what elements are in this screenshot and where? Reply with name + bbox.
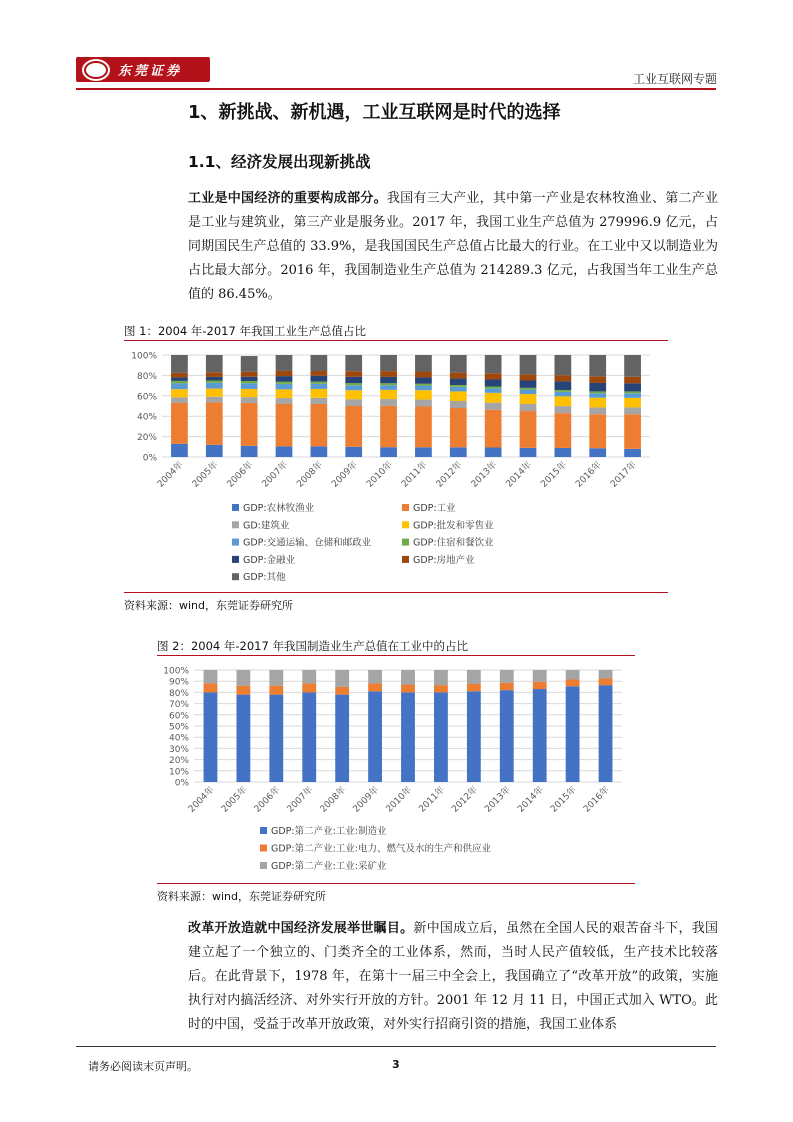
x-tick-label: 2013年: [469, 460, 500, 490]
x-tick-label: 2009年: [351, 785, 382, 815]
bar-segment: [624, 449, 641, 457]
bar-segment: [380, 383, 397, 385]
legend-swatch: [232, 556, 239, 563]
bar-segment: [520, 404, 537, 411]
bar-segment: [206, 355, 223, 372]
bar-segment: [276, 384, 293, 390]
x-tick-label: 2009年: [330, 460, 360, 490]
bar-segment: [554, 448, 571, 457]
figure-2-title: 图 2：2004 年-2017 年我国制造业生产总值在工业中的占比: [157, 639, 468, 653]
legend-swatch: [232, 521, 239, 528]
x-tick-label: 2015年: [539, 460, 569, 490]
y-tick-label: 0%: [174, 778, 189, 789]
y-tick-label: 80%: [168, 688, 189, 699]
bar-segment: [241, 372, 258, 377]
legend-swatch: [260, 862, 267, 869]
figure-1-bottom-rule: [124, 592, 668, 593]
bar-segment: [434, 692, 448, 782]
bar-segment: [380, 447, 397, 457]
bar-segment: [520, 394, 537, 404]
bar-segment: [520, 448, 537, 457]
bar-segment: [204, 692, 218, 782]
bar-segment: [589, 393, 606, 397]
bar-segment: [310, 404, 327, 446]
bar-segment: [345, 385, 362, 390]
bar-segment: [450, 379, 467, 385]
bar-segment: [485, 387, 502, 389]
bar-segment: [624, 383, 641, 391]
y-tick-label: 20%: [168, 756, 189, 767]
bar-segment: [624, 391, 641, 393]
bar-segment: [415, 372, 432, 378]
bar-segment: [241, 403, 258, 446]
bar-segment: [368, 691, 382, 782]
bar-segment: [415, 355, 432, 372]
logo-text: 东莞证券: [118, 64, 183, 79]
bar-segment: [415, 390, 432, 399]
bar-segment: [171, 373, 188, 378]
legend-label: GDP:其他: [243, 572, 286, 584]
x-tick-label: 2014年: [504, 460, 535, 490]
legend-label: GDP:工业: [413, 503, 456, 514]
bar-segment: [276, 389, 293, 398]
legend-label: GDP:金融业: [243, 554, 296, 566]
bar-segment: [533, 670, 547, 682]
legend-swatch: [232, 504, 239, 511]
legend-swatch: [260, 845, 267, 852]
bar-segment: [310, 398, 327, 404]
bar-segment: [206, 381, 223, 383]
bar-segment: [380, 377, 397, 383]
x-tick-label: 2007年: [285, 785, 316, 815]
bar-segment: [450, 385, 467, 387]
bar-segment: [269, 670, 283, 686]
bar-segment: [345, 390, 362, 399]
bar-segment: [599, 670, 613, 678]
bar-segment: [401, 670, 415, 685]
bar-segment: [467, 684, 481, 691]
bar-segment: [500, 670, 514, 683]
bar-segment: [554, 392, 571, 396]
bar-segment: [485, 410, 502, 448]
figure-1-source: 资料来源：wind，东莞证券研究所: [124, 599, 294, 612]
bar-segment: [415, 386, 432, 391]
bar-segment: [302, 683, 316, 692]
x-tick-label: 2010年: [365, 460, 395, 490]
legend-label: GDP:第二产业:工业:制造业: [271, 826, 387, 837]
bar-segment: [380, 371, 397, 377]
paragraph-body: 新中国成立后，虽然在全国人民的艰苦奋斗下，我国建立起了一个独立的、门类齐全的工业体系，然而，当时人民产值较低，生产技术比较落后。在此背景下，1978 年，在第十一届三中全会上，我国确立了“改革开放”的政策，实施执行对内搞活经济、对外实行开放的方针。2001 年 12 月 11 日，中国正式加入 WTO。此时的中国，受益于改革开放政策，对外实行招商引资的措施，我国工业体系: [188, 921, 718, 1032]
legend-swatch: [260, 827, 267, 834]
bar-segment: [401, 692, 415, 782]
y-tick-label: 60%: [136, 392, 157, 403]
bar-segment: [236, 695, 250, 782]
bar-segment: [345, 377, 362, 383]
y-tick-label: 40%: [168, 733, 189, 744]
bar-segment: [310, 382, 327, 384]
bar-segment: [485, 388, 502, 392]
x-tick-label: 2011年: [417, 785, 448, 815]
bar-segment: [566, 680, 580, 687]
bar-segment: [171, 397, 188, 403]
bar-segment: [302, 670, 316, 683]
bar-segment: [485, 393, 502, 403]
bar-segment: [276, 376, 293, 382]
bar-segment: [566, 670, 580, 680]
x-tick-label: 2013年: [483, 785, 513, 815]
logo-emblem-icon: [84, 61, 108, 79]
bar-segment: [206, 397, 223, 403]
bar-segment: [276, 404, 293, 446]
x-tick-label: 2011年: [399, 460, 430, 490]
bar-segment: [554, 406, 571, 413]
bar-segment: [206, 389, 223, 397]
bar-segment: [335, 687, 349, 695]
bar-segment: [434, 670, 448, 685]
bar-segment: [450, 408, 467, 447]
bar-segment: [401, 685, 415, 693]
header-divider: [76, 88, 716, 90]
legend-label: GDP:农林牧渔业: [243, 503, 315, 514]
bar-segment: [345, 447, 362, 457]
bar-segment: [204, 683, 218, 692]
bar-segment: [415, 384, 432, 386]
x-tick-label: 2016年: [574, 460, 604, 490]
bar-segment: [520, 374, 537, 380]
bar-segment: [276, 382, 293, 384]
x-tick-label: 2016年: [582, 785, 612, 815]
y-tick-label: 0%: [142, 453, 157, 464]
bar-segment: [599, 678, 613, 685]
bar-segment: [236, 670, 250, 686]
bar-segment: [171, 381, 188, 383]
bar-segment: [589, 383, 606, 391]
x-tick-label: 2005年: [190, 460, 221, 490]
legend-label: GDP:第二产业:工业:采矿业: [271, 861, 387, 872]
bar-segment: [520, 381, 537, 388]
page-number: 3: [392, 1058, 400, 1071]
bar-segment: [467, 670, 481, 684]
bar-segment: [206, 372, 223, 377]
y-tick-label: 80%: [136, 371, 157, 382]
x-tick-label: 2006年: [225, 460, 256, 490]
bar-segment: [171, 389, 188, 397]
bar-segment: [599, 685, 613, 782]
bar-segment: [206, 402, 223, 444]
footer-divider: [76, 1046, 716, 1047]
bar-segment: [624, 377, 641, 384]
bar-segment: [450, 447, 467, 457]
legend-label: GDP:房地产业: [413, 554, 475, 566]
x-tick-label: 2004年: [186, 785, 217, 815]
bar-segment: [554, 413, 571, 448]
bar-segment: [485, 379, 502, 386]
bar-segment: [276, 446, 293, 457]
bar-segment: [450, 373, 467, 379]
bar-segment: [380, 406, 397, 447]
y-tick-label: 40%: [136, 412, 157, 423]
bar-segment: [485, 403, 502, 410]
bar-segment: [310, 389, 327, 398]
figure-1-title: 图 1：2004 年-2017 年我国工业生产总值占比: [124, 324, 366, 338]
y-tick-label: 60%: [168, 711, 189, 722]
paragraph-lead: 改革开放造就中国经济发展举世瞩目。: [188, 921, 414, 936]
paragraph-body: 我国有三大产业，其中第一产业是农林牧渔业、第二产业是工业与建筑业，第三产业是服务业。2017 年，我国工业生产总值为 279996.9 亿元，占同期国民生产总值的 33.9%，是我国国民生产总值占比最大的行业。在工业中又以制造业为占比最大部分。2016 年，我国制造业生产总值为 214289.3 亿元，占我国当年工业生产总值的 86.45%。: [188, 191, 718, 302]
x-tick-label: 2004年: [155, 460, 186, 490]
bar-segment: [171, 355, 188, 373]
section-heading-1-1: 1.1、经济发展出现新挑战: [188, 153, 371, 171]
figure-1-top-rule: [124, 340, 668, 341]
bar-segment: [554, 375, 571, 381]
bar-segment: [554, 396, 571, 406]
bar-segment: [624, 355, 641, 377]
bar-segment: [276, 355, 293, 371]
bar-segment: [566, 686, 580, 782]
bar-segment: [485, 448, 502, 457]
bar-segment: [589, 407, 606, 414]
bar-segment: [467, 691, 481, 782]
bar-segment: [171, 444, 188, 457]
x-tick-label: 2006年: [252, 785, 283, 815]
bar-segment: [368, 670, 382, 683]
bar-segment: [302, 692, 316, 782]
bar-segment: [589, 448, 606, 457]
x-tick-label: 2007年: [260, 460, 291, 490]
bar-segment: [415, 407, 432, 448]
bar-segment: [520, 388, 537, 390]
legend-swatch: [402, 504, 409, 511]
paragraph-reform: [188, 917, 718, 1037]
bar-segment: [380, 385, 397, 390]
bar-segment: [520, 390, 537, 394]
bar-segment: [415, 400, 432, 407]
legend-label: GDP:交通运输、仓储和邮政业: [243, 537, 372, 549]
bar-segment: [241, 377, 258, 381]
bar-segment: [171, 383, 188, 389]
bar-segment: [241, 381, 258, 383]
bar-segment: [450, 391, 467, 401]
x-tick-label: 2012年: [450, 785, 480, 815]
bar-segment: [554, 381, 571, 390]
bar-segment: [415, 377, 432, 383]
footer-disclaimer: 请务必阅读末页声明。: [88, 1060, 198, 1073]
bar-segment: [624, 393, 641, 398]
figure-1-chart: [120, 343, 680, 589]
bar-segment: [241, 383, 258, 389]
bar-segment: [310, 376, 327, 382]
bar-segment: [276, 398, 293, 404]
bar-segment: [500, 683, 514, 690]
bar-segment: [335, 695, 349, 782]
bar-segment: [589, 398, 606, 408]
bar-segment: [206, 445, 223, 457]
bar-segment: [171, 403, 188, 444]
bar-segment: [450, 355, 467, 373]
y-tick-label: 20%: [136, 433, 157, 444]
x-tick-label: 2012年: [434, 460, 465, 490]
bar-segment: [450, 401, 467, 408]
bar-segment: [241, 356, 258, 372]
y-tick-label: 90%: [168, 677, 189, 688]
bar-segment: [335, 670, 349, 687]
bar-segment: [171, 377, 188, 380]
paragraph-lead: 工业是中国经济的重要构成部分。: [188, 191, 387, 206]
y-tick-label: 10%: [168, 767, 189, 778]
bar-segment: [533, 689, 547, 782]
bar-segment: [276, 371, 293, 376]
x-tick-label: 2017年: [609, 460, 639, 490]
bar-segment: [589, 376, 606, 383]
y-tick-label: 70%: [168, 700, 189, 711]
bar-segment: [310, 371, 327, 376]
report-topic: 工业互联网专题: [632, 72, 717, 86]
bar-segment: [269, 695, 283, 782]
bar-segment: [269, 686, 283, 695]
section-heading-1: 1、新挑战、新机遇，工业互联网是时代的选择: [188, 102, 561, 123]
bar-segment: [450, 387, 467, 392]
bar-segment: [380, 399, 397, 406]
bar-segment: [380, 390, 397, 399]
bar-segment: [241, 389, 258, 397]
bar-segment: [589, 355, 606, 376]
bar-segment: [485, 373, 502, 379]
bar-segment: [345, 371, 362, 377]
bar-segment: [345, 355, 362, 371]
bar-segment: [589, 391, 606, 393]
bar-segment: [415, 447, 432, 457]
bar-segment: [236, 686, 250, 695]
bar-segment: [368, 683, 382, 691]
legend-swatch: [402, 521, 409, 528]
bar-segment: [310, 446, 327, 457]
legend-swatch: [402, 539, 409, 546]
x-tick-label: 2015年: [549, 785, 579, 815]
bar-segment: [434, 685, 448, 692]
figure-2-top-rule: [157, 655, 635, 656]
legend-label: GD:建筑业: [243, 520, 290, 532]
bar-segment: [520, 355, 537, 374]
y-tick-label: 30%: [168, 744, 189, 755]
bar-segment: [624, 398, 641, 408]
legend-label: GDP:住宿和餐饮业: [413, 537, 494, 549]
bar-segment: [345, 383, 362, 385]
bar-segment: [241, 397, 258, 403]
figure-2-source: 资料来源：wind，东莞证券研究所: [157, 890, 327, 903]
x-tick-label: 2008年: [318, 785, 349, 815]
bar-segment: [485, 355, 502, 373]
bar-segment: [380, 355, 397, 371]
bar-segment: [554, 390, 571, 392]
x-tick-label: 2014年: [516, 785, 546, 815]
x-tick-label: 2010年: [384, 785, 415, 815]
bar-segment: [589, 414, 606, 448]
x-tick-label: 2008年: [295, 460, 325, 490]
bar-segment: [204, 670, 218, 683]
y-tick-label: 100%: [163, 666, 189, 677]
y-tick-label: 50%: [168, 722, 189, 733]
y-tick-label: 100%: [131, 351, 157, 362]
bar-segment: [500, 690, 514, 782]
legend-label: GDP:第二产业:工业:电力、燃气及水的生产和供应业: [271, 843, 492, 855]
figure-2-chart: [150, 658, 640, 880]
bar-segment: [554, 355, 571, 375]
bar-segment: [624, 407, 641, 414]
legend-swatch: [232, 539, 239, 546]
legend-swatch: [402, 556, 409, 563]
legend-label: GDP:批发和零售业: [413, 520, 494, 532]
bar-segment: [206, 377, 223, 381]
paragraph-industry: [188, 187, 718, 307]
bar-segment: [533, 682, 547, 689]
bar-segment: [345, 406, 362, 447]
bar-segment: [241, 446, 258, 457]
legend-swatch: [232, 573, 239, 580]
bar-segment: [310, 355, 327, 371]
company-logo: [76, 57, 210, 82]
bar-segment: [345, 399, 362, 406]
bar-segment: [520, 411, 537, 448]
bar-segment: [310, 384, 327, 389]
bar-segment: [624, 414, 641, 449]
figure-2-bottom-rule: [157, 883, 635, 884]
x-tick-label: 2005年: [219, 785, 250, 815]
bar-segment: [206, 383, 223, 389]
